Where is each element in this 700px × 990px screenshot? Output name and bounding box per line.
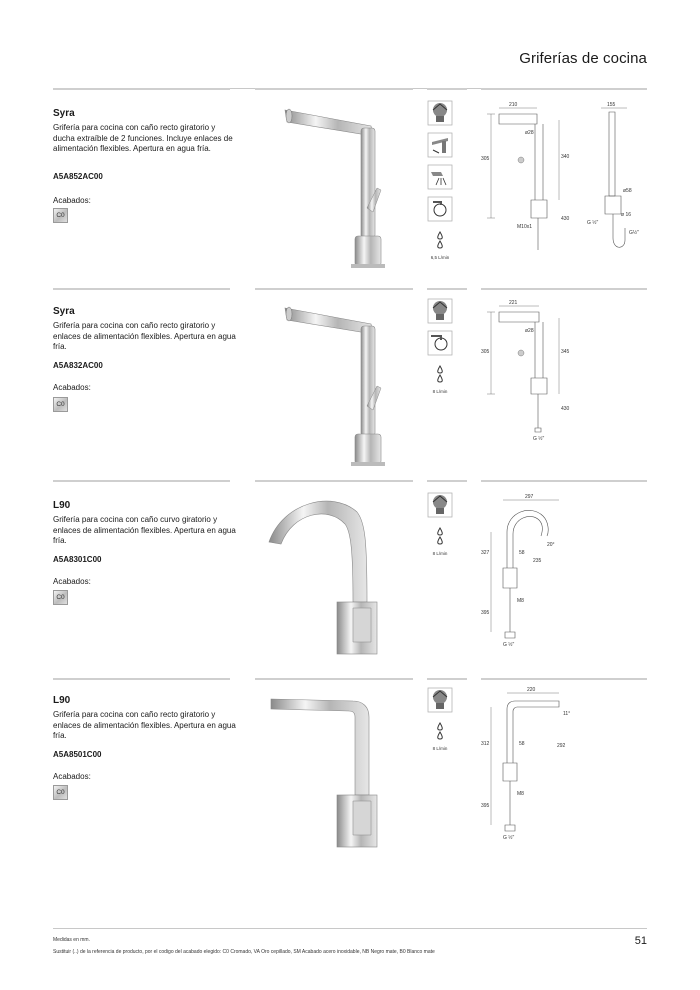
dim-label: ø58	[623, 188, 632, 194]
product-photo	[253, 100, 413, 290]
ceramic-cartridge-icon	[427, 492, 453, 518]
product-name: Syra	[53, 306, 75, 317]
divider	[481, 480, 647, 482]
dim-label: 210	[509, 102, 518, 108]
technical-drawing	[481, 492, 647, 682]
dim-label: G½"	[629, 230, 639, 236]
swivel-spout-icon	[427, 132, 453, 158]
product-code: A5A8301C00	[53, 555, 102, 564]
flow-rate-label: 8 L/min	[432, 746, 448, 751]
dim-label: 155	[607, 102, 616, 108]
product-photo	[253, 298, 413, 488]
product-description: Grifería para cocina con caño curvo giratorio y enlaces de alimentación flexibles. Apertura en agua fría.	[53, 515, 236, 545]
dim-label: G ½"	[587, 220, 599, 226]
flow-rate-icon	[427, 524, 453, 550]
divider	[427, 480, 467, 482]
technical-drawing	[481, 687, 647, 877]
finishes-label: Acabados:	[53, 577, 91, 586]
dim-label: 20°	[547, 542, 555, 548]
product-description: Grifería para cocina con caño recto giratorio y enlaces de alimentación flexibles. Apertura en agua fría.	[53, 710, 236, 740]
divider	[255, 480, 413, 482]
product-photo	[253, 687, 413, 877]
ceramic-cartridge-icon	[427, 687, 453, 713]
page-title: Griferías de cocina	[519, 50, 647, 67]
footer-note-units: Medidas en mm.	[53, 937, 90, 943]
product-card	[53, 300, 647, 496]
divider	[427, 288, 467, 290]
pull-out-hose-icon	[427, 196, 453, 222]
finish-swatch-chrome: C0	[53, 208, 68, 223]
divider	[427, 678, 467, 680]
divider	[53, 480, 230, 482]
dim-label: 292	[557, 743, 566, 749]
dim-label: 327	[481, 550, 490, 556]
divider	[427, 88, 467, 90]
product-card	[53, 687, 647, 885]
dim-label: 221	[509, 300, 518, 306]
feature-icons	[427, 687, 453, 751]
dim-label: G ½"	[503, 835, 515, 841]
two-function-shower-icon	[427, 164, 453, 190]
dim-label: 58	[519, 550, 525, 556]
flow-rate-label: 8 L/min	[432, 551, 448, 556]
divider	[481, 88, 647, 90]
divider	[53, 678, 230, 680]
cold-open-icon	[427, 330, 453, 356]
dim-label: M8	[517, 598, 524, 604]
ceramic-cartridge-icon	[427, 100, 453, 126]
product-card	[53, 494, 647, 690]
dim-label: 297	[525, 494, 534, 500]
product-name: Syra	[53, 108, 75, 119]
dim-label: ø28	[525, 130, 534, 136]
finish-swatch-chrome: C0	[53, 397, 68, 412]
dim-label: 305	[481, 349, 490, 355]
dim-label: 345	[561, 349, 570, 355]
product-description: Grifería para cocina con caño recto giratorio y enlaces de alimentación flexibles. Apertura en agua fría.	[53, 321, 236, 351]
divider	[481, 288, 647, 290]
feature-icons	[427, 100, 453, 260]
divider	[481, 678, 647, 680]
dim-label: 395	[481, 610, 490, 616]
finishes-label: Acabados:	[53, 772, 91, 781]
dim-label: 305	[481, 156, 490, 162]
dim-label: 430	[561, 406, 570, 412]
flow-rate-icon	[427, 362, 453, 388]
technical-drawing	[481, 100, 647, 290]
dim-label: 312	[481, 741, 490, 747]
product-card	[53, 102, 647, 298]
product-code: A5A852AC00	[53, 172, 103, 181]
ceramic-cartridge-icon	[427, 298, 453, 324]
footer-divider	[53, 928, 647, 929]
flow-rate-label: 8 L/min	[432, 389, 448, 394]
flow-rate-label: 6,5 L/min	[430, 255, 450, 260]
footer-note-finishes: Sustituir (..) de la referencia de producto, por el codigo del acabado elegido: C0 Cromado, VA Oro cepillado, SM Acabado acero inoxidable, NB Negro mate, B0 Blanco mate	[53, 949, 435, 955]
feature-icons	[427, 298, 453, 394]
dim-label: 430	[561, 216, 570, 222]
dim-label: G ½"	[503, 642, 515, 648]
dim-label: 235	[533, 558, 542, 564]
product-description: Grifería para cocina con caño recto giratorio y ducha extraíble de 2 funciones. Incluye enlaces de alimentación flexibles. Apertura en agua fría.	[53, 123, 233, 153]
dim-label: 11°	[563, 711, 571, 717]
dim-label: 58	[519, 741, 525, 747]
divider	[255, 678, 413, 680]
dim-label: ø28	[525, 328, 534, 334]
product-code: A5A832AC00	[53, 361, 103, 370]
finishes-label: Acabados:	[53, 383, 91, 392]
product-name: L90	[53, 695, 71, 706]
finish-swatch-chrome: C0	[53, 785, 68, 800]
dim-label: M10x1	[517, 224, 533, 230]
finishes-label: Acabados:	[53, 196, 91, 205]
dim-label: 220	[527, 687, 536, 693]
flow-rate-icon	[427, 228, 453, 254]
flow-rate-icon	[427, 719, 453, 745]
technical-drawing	[481, 298, 647, 488]
dim-label: M8	[517, 791, 524, 797]
divider	[255, 288, 413, 290]
finish-swatch-chrome: C0	[53, 590, 68, 605]
divider	[53, 88, 230, 90]
dim-label: G ½"	[533, 436, 545, 442]
dim-label: ø 16	[621, 212, 632, 218]
feature-icons	[427, 492, 453, 556]
page-number: 51	[634, 935, 647, 947]
product-name: L90	[53, 500, 71, 511]
divider	[255, 88, 413, 90]
product-code: A5A8501C00	[53, 750, 102, 759]
product-photo	[253, 492, 413, 682]
dim-label: 340	[561, 154, 570, 160]
dim-label: 395	[481, 803, 490, 809]
divider	[53, 288, 230, 290]
